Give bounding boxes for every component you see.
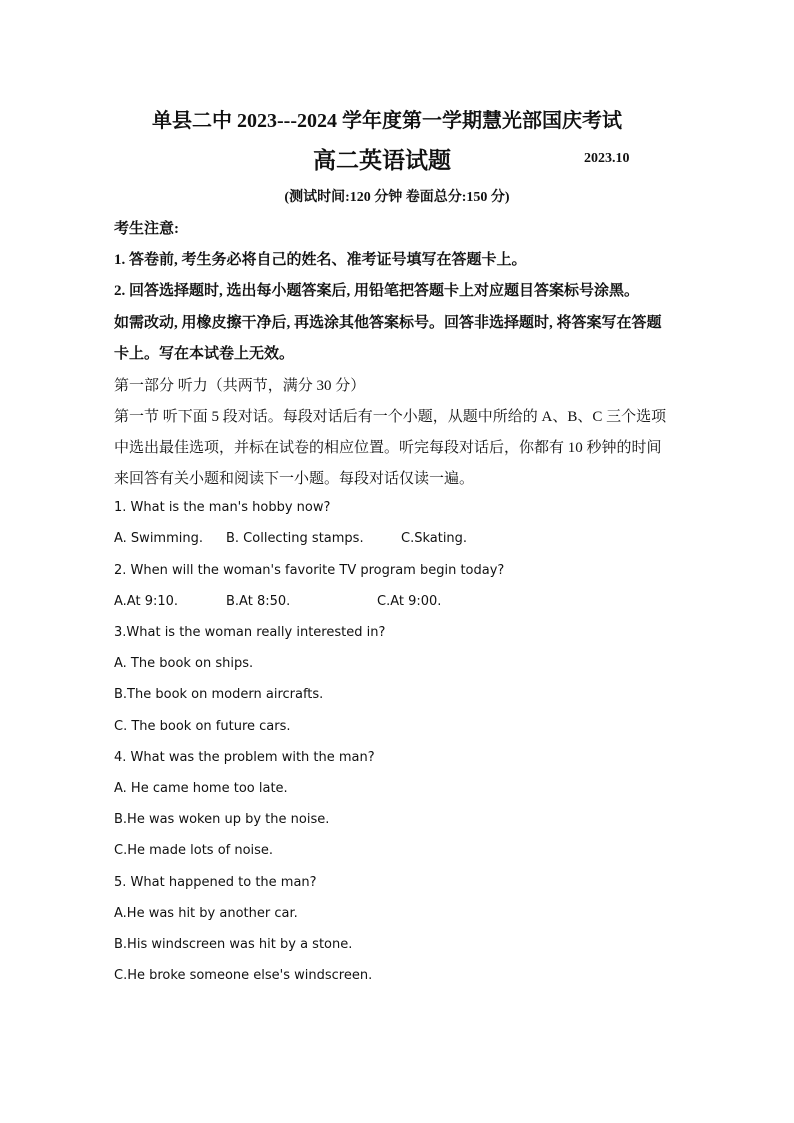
question-2-stem: 2. When will the woman's favorite TV program begin today? <box>114 563 505 578</box>
question-2-option-c: C.At 9:00. <box>377 594 442 609</box>
question-3-option-a: A. The book on ships. <box>114 656 254 671</box>
question-2-option-a: A.At 9:10. <box>114 594 179 609</box>
question-3-option-c: C. The book on future cars. <box>114 719 291 734</box>
question-1-option-a: A. Swimming. <box>114 531 203 546</box>
question-1-option-b: B. Collecting stamps. <box>226 531 364 546</box>
notice-heading: 考生注意: <box>114 221 179 237</box>
question-4-option-a: A. He came home too late. <box>114 781 288 796</box>
question-4-stem: 4. What was the problem with the man? <box>114 750 375 765</box>
question-1-stem: 1. What is the man's hobby now? <box>114 500 331 515</box>
question-3-stem: 3.What is the woman really interested in? <box>114 625 386 640</box>
notice-item-2-continued: 如需改动, 用橡皮擦干净后, 再选涂其他答案标号。回答非选择题时, 将答案写在答题 <box>114 315 662 331</box>
question-5-option-a: A.He was hit by another car. <box>114 906 298 921</box>
exam-date: 2023.10 <box>584 151 630 166</box>
notice-item-2-end: 卡上。写在本试卷上无效。 <box>114 346 295 362</box>
notice-item-2: 2. 回答选择题时, 选出每小题答案后, 用铅笔把答题卡上对应题目答案标号涂黑。 <box>114 283 640 299</box>
exam-subtitle: 高二英语试题 <box>313 148 451 173</box>
question-4-option-c: C.He made lots of noise. <box>114 843 274 858</box>
question-4-option-b: B.He was woken up by the noise. <box>114 812 330 827</box>
exam-title: 单县二中 2023---2024 学年度第一学期慧光部国庆考试 <box>152 110 622 132</box>
exam-time-info: (测试时间:120 分钟 卷面总分:150 分) <box>284 190 510 205</box>
question-5-option-c: C.He broke someone else's windscreen. <box>114 968 373 983</box>
question-5-option-b: B.His windscreen was hit by a stone. <box>114 937 353 952</box>
question-1-option-c: C.Skating. <box>401 531 468 546</box>
section1-instructions-line2: 中选出最佳选项，并标在试卷的相应位置。听完每段对话后，你都有 10 秒钟的时间 <box>114 440 662 456</box>
question-5-stem: 5. What happened to the man? <box>114 875 317 890</box>
notice-item-1: 1. 答卷前, 考生务必将自己的姓名、准考证号填写在答题卡上。 <box>114 252 527 268</box>
section1-instructions-line1: 第一节 听下面 5 段对话。每段对话后有一个小题，从题中所给的 A、B、C 三个选项 <box>114 409 667 425</box>
section1-instructions-line3: 来回答有关小题和阅读下一小题。每段对话仅读一遍。 <box>114 471 475 487</box>
part1-heading: 第一部分 听力（共两节，满分 30 分） <box>114 378 366 394</box>
question-3-option-b: B.The book on modern aircrafts. <box>114 687 324 702</box>
question-2-option-b: B.At 8:50. <box>226 594 291 609</box>
